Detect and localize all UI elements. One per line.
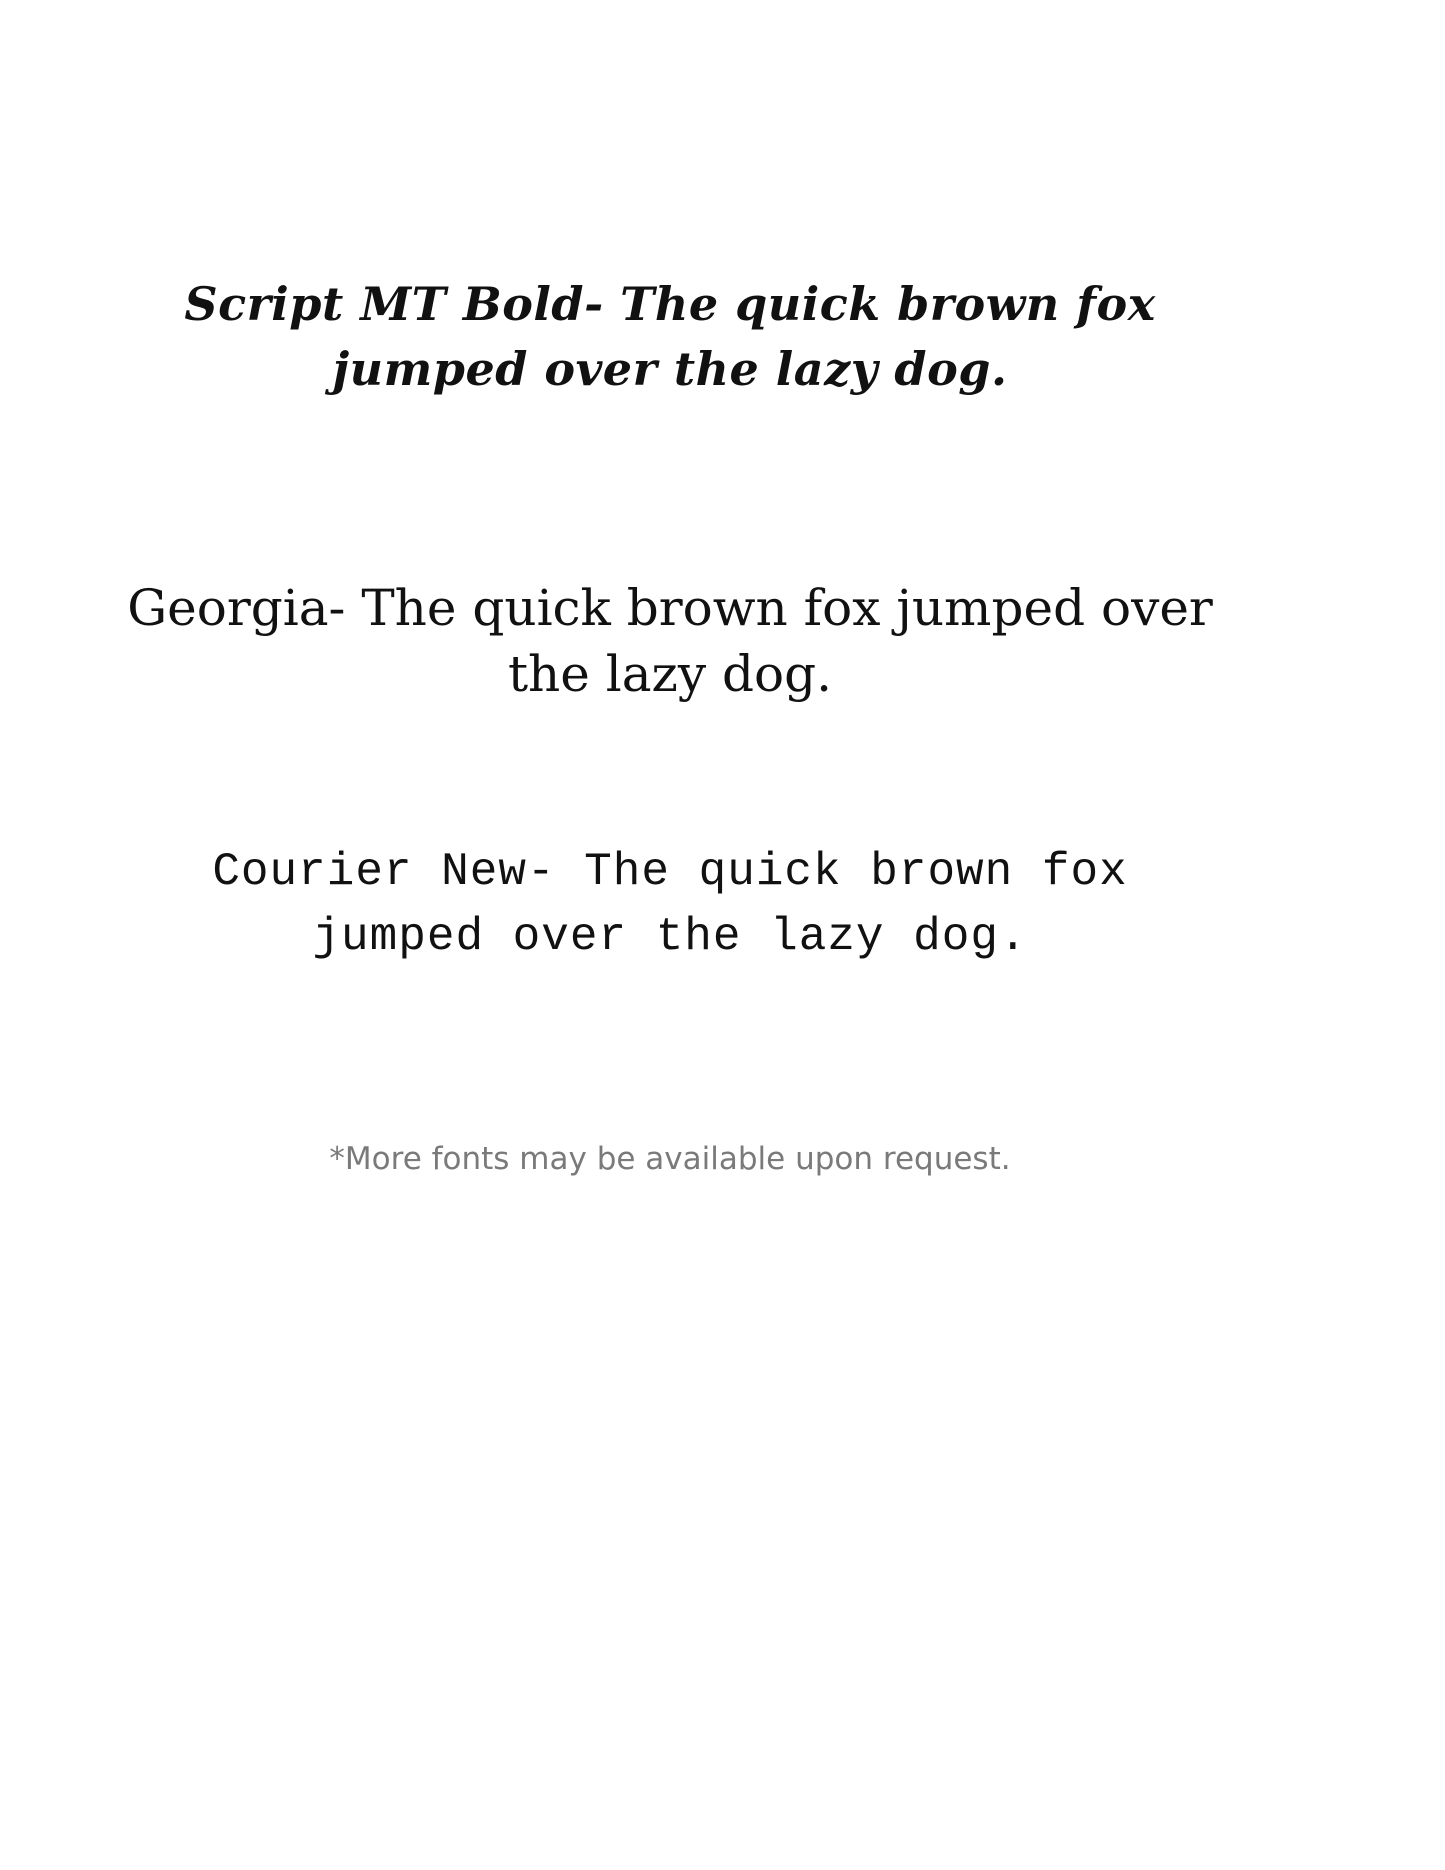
font-sample-georgia: Georgia- The quick brown fox jumped over the lazy dog. bbox=[127, 579, 1213, 703]
footnote-more-fonts: *More fonts may be available upon request. bbox=[329, 1141, 1011, 1177]
font-sample-script-mt-bold: Script MT Bold- The quick brown fox jumped over the lazy dog. bbox=[184, 277, 1156, 397]
font-sample-courier-new: Courier New- The quick brown fox jumped over the lazy dog. bbox=[212, 846, 1128, 964]
